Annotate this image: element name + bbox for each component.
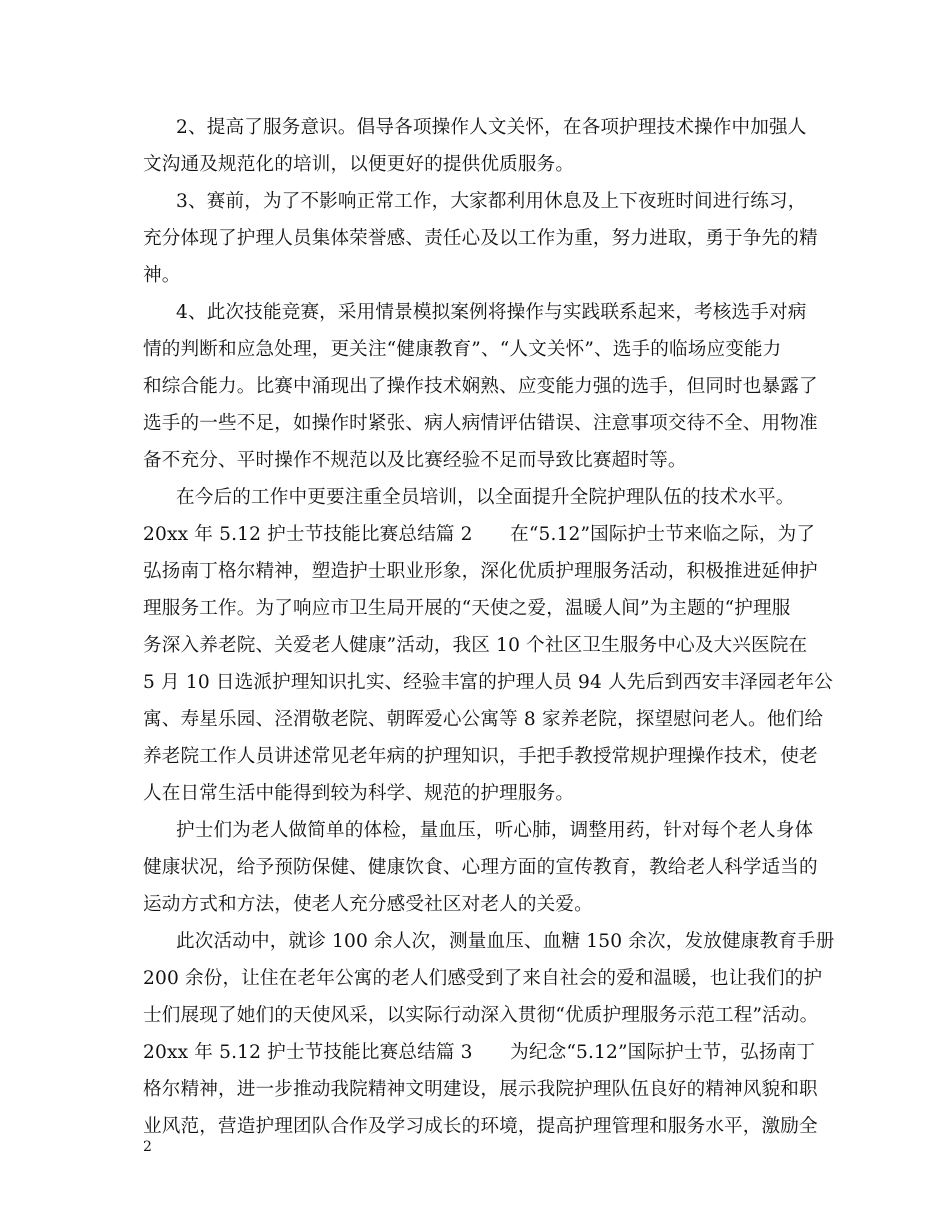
text-line: 文沟通及规范化的培训，以便更好的提供优质服务。 [143, 154, 575, 175]
text-line: 选手的一些不足，如操作时紧张、病人病情评估错误、注意事项交待不全、用物准 [143, 413, 818, 434]
section-heading-line: 20xx 年 5.12 护士节技能比赛总结篇 2 在“5.12”国际护士节来临之际，为了 [143, 524, 816, 545]
text-line: 养老院工作人员讲述常见老年病的护理知识，手把手教授常规护理操作技术，使老 [143, 746, 818, 767]
text-line: 情的判断和应急处理，更关注“健康教育”、“人文关怀”、选手的临场应变能力 [143, 339, 782, 360]
text-line: 备不充分、平时操作不规范以及比赛经验不足而导致比赛超时等。 [143, 450, 687, 471]
text-line: 业风范，营造护理团队合作及学习成长的环境，提高护理管理和服务水平，激励全 [143, 1116, 818, 1137]
text-line: 士们展现了她们的天使风采，以实际行动深入贯彻“优质护理服务示范工程”活动。 [143, 1005, 819, 1026]
text-line: 运动方式和方法，使老人充分感受社区对老人的关爱。 [143, 894, 593, 915]
text-line: 5 月 10 日选派护理知识扎实、经验丰富的护理人员 94 人先后到西安丰泽园老年公 [143, 672, 834, 693]
text-line: 神。 [143, 265, 181, 286]
text-line: 3、赛前，为了不影响正常工作，大家都利用休息及上下夜班时间进行练习， [176, 191, 807, 212]
text-line: 在今后的工作中更要注重全员培训，以全面提升全院护理队伍的技术水平。 [176, 487, 795, 508]
text-line: 务深入养老院、关爱老人健康”活动，我区 10 个社区卫生服务中心及大兴医院在 [143, 635, 808, 656]
text-line: 理服务工作。为了响应市卫生局开展的“天使之爱，温暖人间”为主题的“护理服 [143, 598, 791, 619]
text-line: 寓、寿星乐园、泾渭敬老院、朝晖爱心公寓等 8 家养老院，探望慰问老人。他们给 [143, 709, 824, 730]
text-line: 充分体现了护理人员集体荣誉感、责任心及以工作为重，努力进取，勇于争先的精 [143, 228, 818, 249]
text-line: 格尔精神，进一步推动我院精神文明建设，展示我院护理队伍良好的精神风貌和职 [143, 1079, 818, 1100]
text-line: 4、此次技能竞赛，采用情景模拟案例将操作与实践联系起来，考核选手对病 [176, 302, 807, 323]
page-number: 2 [143, 1139, 152, 1155]
text-line: 和综合能力。比赛中涌现出了操作技术娴熟、应变能力强的选手，但同时也暴露了 [143, 376, 818, 397]
text-line: 健康状况，给予预防保健、健康饮食、心理方面的宣传教育，教给老人科学适当的 [143, 857, 818, 878]
text-line: 人在日常生活中能得到较为科学、规范的护理服务。 [143, 783, 575, 804]
text-line: 2、提高了服务意识。倡导各项操作人文关怀，在各项护理技术操作中加强人 [176, 117, 807, 138]
text-line: 此次活动中，就诊 100 余人次，测量血压、血糖 150 余次，发放健康教育手册 [176, 931, 835, 952]
section-heading-line: 20xx 年 5.12 护士节技能比赛总结篇 3 为纪念“5.12”国际护士节，弘扬南丁 [143, 1042, 816, 1063]
text-line: 护士们为老人做简单的体检，量血压，听心肺，调整用药，针对每个老人身体 [176, 820, 814, 841]
text-line: 弘扬南丁格尔精神，塑造护士职业形象，深化优质护理服务活动，积极推进延伸护 [143, 561, 818, 582]
text-line: 200 余份，让住在老年公寓的老人们感受到了来自社会的爱和温暖，也让我们的护 [143, 968, 823, 989]
